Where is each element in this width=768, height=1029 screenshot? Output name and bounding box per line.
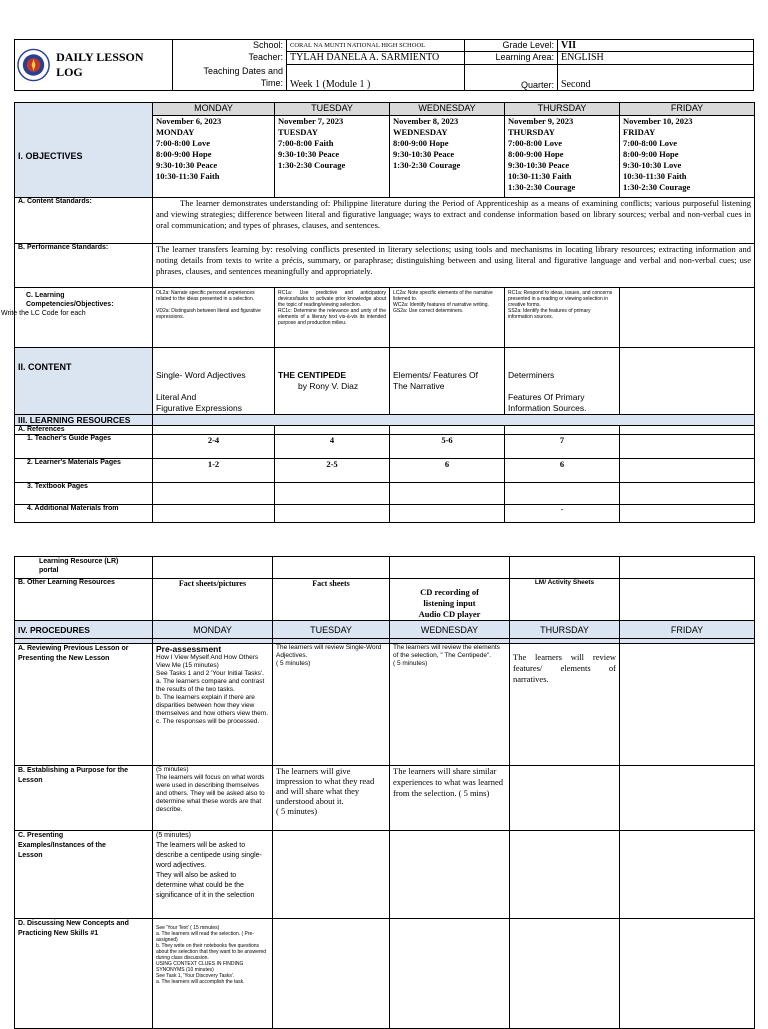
objectives-wednesday: November 8, 2023 WEDNESDAY 8:00-9:00 Hope 9:30-10:30 Peace 1:30-2:30 Courage	[390, 116, 505, 198]
grade-value: VII	[558, 40, 754, 52]
performance-standards-label: B. Performance Standards:	[15, 244, 153, 288]
title-cell	[15, 40, 173, 91]
content-monday	[153, 348, 275, 415]
area-label: Learning Area:	[465, 52, 558, 65]
proc-a-label: A. Reviewing Previous Lesson or Presenting the New Lesson	[15, 644, 153, 766]
competencies-monday: OL2a: Narrate specific personal experiences related to the ideas presented in a selection. VD2a: Distinguish between literal and figurative expressions.	[153, 288, 275, 348]
competencies-thursday: RC1a: Respond to ideas, issues, and concerns presented in a reading or viewing selection in creative forms. SS2a: Identify the features of primary information sources.	[505, 288, 620, 348]
day-header-thursday: THURSDAY	[505, 103, 620, 116]
references-label: A. References	[15, 426, 153, 435]
tb-label: 3. Textbook Pages	[15, 483, 153, 505]
school-value: CORAL NA MUNTI NATIONAL HIGH SCHOOL	[287, 40, 465, 52]
content-label: II. CONTENT	[15, 348, 153, 415]
add-thursday: -	[505, 505, 620, 523]
proc-c-label: C. Presenting Examples/Instances of the Lesson	[15, 831, 153, 919]
page-title: DAILY LESSON LOG	[56, 50, 144, 79]
proc-b-tuesday: The learners will give impression to what they read and will share what they understood about it. ( 5 minutes)	[273, 766, 390, 831]
lm-label: 2. Learner's Materials Pages	[15, 459, 153, 483]
day-header-tuesday: TUESDAY	[275, 103, 390, 116]
lm-wednesday: 6	[390, 459, 505, 483]
day-header-friday: FRIDAY	[620, 103, 755, 116]
lm-monday: 1-2	[153, 459, 275, 483]
content-standards-text: The learner demonstrates understanding of: Philippine literature during the Period of Apprenticeship as a means of examining conflicts; various purposeful listening and viewing strategies; difference between literal and figurative language; ways to extract and condense information based on library sources; verbal and non-verbal cues in oral communication; and types of phrases, clauses, and sentences.	[153, 198, 755, 244]
lr-label: Learning Resource (LR) portal	[15, 557, 153, 579]
proc-b-wednesday: The learners will share similar experiences to what was learned from the selection. ( 5 mins)	[390, 766, 510, 831]
proc-day-thursday: THURSDAY	[510, 621, 620, 639]
teacher-value: TYLAH DANELA A. SARMIENTO	[287, 52, 465, 65]
resources-label: III. LEARNING RESOURCES	[15, 415, 153, 426]
lesson-table-1	[1, 102, 755, 523]
other-monday: Fact sheets/pictures	[153, 579, 273, 621]
proc-day-tuesday: TUESDAY	[273, 621, 390, 639]
content-tuesday-title: THE CENTIPEDE	[278, 370, 347, 380]
competencies-wednesday: LC2a: Note specific elements of the narrative listened to. WC2a: Identify features of narrative writing. GS2a: Use correct determiners.	[390, 288, 505, 348]
proc-b-label: B. Establishing a Purpose for the Lesson	[15, 766, 153, 831]
content-thursday: Determiners Features Of Primary Information Sources.	[505, 348, 620, 415]
add-label: 4. Additional Materials from	[15, 505, 153, 523]
school-label: School:	[173, 40, 287, 52]
grade-label: Grade Level:	[465, 40, 558, 52]
proc-day-wednesday: WEDNESDAY	[390, 621, 510, 639]
other-tuesday: Fact sheets	[273, 579, 390, 621]
content-friday	[620, 348, 755, 415]
competencies-label	[1, 288, 153, 348]
tg-tuesday: 4	[275, 435, 390, 459]
tg-label: 1. Teacher's Guide Pages	[15, 435, 153, 459]
day-header-wednesday: WEDNESDAY	[390, 103, 505, 116]
deped-seal-icon	[17, 48, 50, 82]
content-tuesday-author: by Rony V. Diaz	[298, 381, 359, 391]
other-resources-label: B. Other Learning Resources	[15, 579, 153, 621]
proc-a-monday-title: Pre-assessment	[156, 644, 222, 654]
proc-day-friday: FRIDAY	[620, 621, 755, 639]
objectives-friday: November 10, 2023 FRIDAY 7:00-8:00 Love 8:00-9:00 Hope 9:30-10:30 Love 10:30-11:30 Faith 1:30-2:30 Courage	[620, 116, 755, 198]
tg-friday	[620, 435, 755, 459]
tg-thursday: 7	[505, 435, 620, 459]
proc-a-tuesday: The learners will review Single-Word Adjectives. ( 5 minutes)	[273, 644, 390, 766]
proc-c-monday: (5 minutes) The learners will be asked to describe a centipede using single-word adjectives. They will also be asked to determine what could be the significance of it in the selection	[153, 831, 273, 919]
day-header-monday: MONDAY	[153, 103, 275, 116]
objectives-monday: November 6, 2023 MONDAY 7:00-8:00 Love 8:00-9:00 Hope 9:30-10:30 Peace 10:30-11:30 Faith	[153, 116, 275, 198]
dates-value: Week 1 (Module 1 )	[287, 65, 465, 91]
quarter-label: Quarter:	[465, 65, 558, 91]
tg-wednesday: 5-6	[390, 435, 505, 459]
content-wednesday: Elements/ Features Of The Narrative	[390, 348, 505, 415]
competencies-friday	[620, 288, 755, 348]
dates-label: Teaching Dates and Time:	[173, 65, 287, 91]
proc-d-label: D. Discussing New Concepts and Practicing New Skills #1	[15, 919, 153, 1029]
area-value: ENGLISH	[558, 52, 754, 65]
proc-d-monday: See 'Your Text' ( 15 minutes) a. The learners will read the selection. ( Pre-assigned) b. They write on their notebooks five questions about the selection that they want to be answered during class discussion. USING CONTEXT CLUES IN FINDING SYNONYMS (10 minutes) See Task 1, 'Your Discovery Tasks'. a. The learners will accomplish the task.	[153, 919, 273, 1029]
corner-cell	[15, 103, 153, 116]
resources-band	[153, 415, 755, 426]
objectives-tuesday: November 7, 2023 TUESDAY 7:00-8:00 Faith 9:30-10:30 Peace 1:30-2:30 Courage	[275, 116, 390, 198]
proc-a-thursday: The learners will review features/ elements of narratives.	[510, 644, 620, 766]
lm-friday	[620, 459, 755, 483]
procedures-label: IV. PROCEDURES	[15, 621, 153, 639]
proc-a-monday-text: How I View Myself And How Others View Me (15 minutes) See Tasks 1 and 2 'Your Initial Tasks'. a. The learners compare and contrast the results of the two tasks. b. The learners explain if there are disparities between how they view themselves and how others view them. c. The responses will be processed.	[156, 654, 268, 725]
lm-thursday: 6	[505, 459, 620, 483]
competencies-tuesday: RC1a: Use predictive and anticipatory devices/tasks to activate prior knowledge about the topic of reading/viewing selection. RC1c: Determine the relevance and unity of the elements of a literary text vis-à-vis its intended purpose and production milieu.	[275, 288, 390, 348]
quarter-value: Second	[558, 65, 754, 91]
content-standards-label: A. Content Standards:	[15, 198, 153, 244]
teacher-label: Teacher:	[173, 52, 287, 65]
proc-a-monday	[153, 644, 273, 766]
objectives-label: I. OBJECTIVES	[15, 116, 153, 198]
tg-monday: 2-4	[153, 435, 275, 459]
proc-a-wednesday: The learners will review the elements of the selection, " The Centipede". ( 5 minutes)	[390, 644, 510, 766]
lm-tuesday: 2-5	[275, 459, 390, 483]
competencies-sub: Write the LC Code for each	[1, 310, 86, 317]
objectives-thursday: November 9, 2023 THURSDAY 7:00-8:00 Love 8:00-9:00 Hope 9:30-10:30 Peace 10:30-11:30 Faith 1:30-2:30 Courage	[505, 116, 620, 198]
other-thursday: LM/ Activity Sheets	[510, 579, 620, 621]
content-tuesday	[275, 348, 390, 415]
header-table	[14, 39, 754, 91]
lesson-table-2	[14, 556, 755, 1029]
performance-standards-text: The learner transfers learning by: resolving conflicts presented in literary selections; using tools and mechanisms in locating library resources; extracting information and noting details from texts to write a précis, summary, or paraphrase; distinguishing between and using literal and figurative language and verbal and non-verbal cues; use phrases, clauses, and sentences meaningfully and appropriately.	[153, 244, 755, 288]
content-monday-text: Single- Word Adjectives Literal And Figurative Expressions	[156, 370, 246, 413]
proc-day-monday: MONDAY	[153, 621, 273, 639]
proc-b-monday: (5 minutes) The learners will focus on what words were used in describing themselves and others. They will be asked also to determine what these words are that describe.	[153, 766, 273, 831]
competencies-title: C. Learning Competencies/Objectives:	[26, 292, 114, 308]
other-wednesday: CD recording of listening input Audio CD player	[390, 579, 510, 621]
